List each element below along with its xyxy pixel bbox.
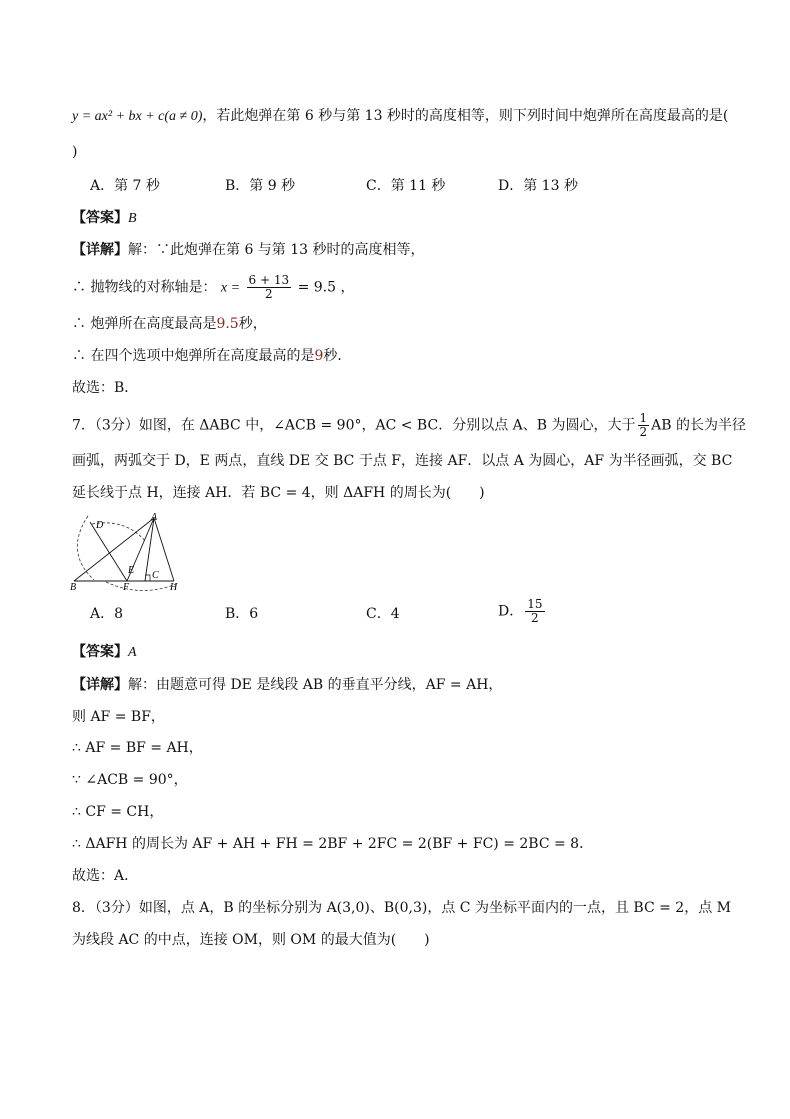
q7-arc-bottom — [106, 582, 176, 591]
q7-arc-left — [77, 516, 94, 580]
q6-option-a: A．第 7 秒 — [90, 178, 160, 194]
q7-label-d: D — [96, 520, 104, 531]
q7-stem-line2: 画弧，两弧交于 D，E 两点，直线 DE 交 BC 于点 F，连接 AF．以点 A 为圆心，AF 为半径画弧，交 BC — [72, 453, 733, 469]
q7-detail-label: 【详解】 — [72, 677, 128, 693]
q7-option-b: B．6 — [225, 606, 259, 622]
q6-answer — [72, 208, 137, 229]
q6-formula: y = ax² + bx + c(a ≠ 0) — [72, 109, 203, 124]
q6-fraction: $\frac{6 + 13}{2}$ — [248, 273, 290, 301]
q8-stem-line2: 为线段 AC 的中点，连接 OM，则 OM 的最大值为( ) — [72, 932, 430, 948]
q6-answer-value: B — [128, 211, 137, 226]
q6-answer-label: 【答案】 — [72, 210, 128, 226]
q7-answer-value: A — [128, 645, 137, 660]
q6-detail-label: 【详解】 — [72, 242, 128, 258]
q6-detail-line5: 故选：B． — [72, 380, 139, 396]
q7-option-a: A．8 — [90, 606, 124, 622]
q6-detail-line4: ∴ 在四个选项中炮弹所在高度最高的是9秒． — [72, 348, 352, 364]
q6-option-b: B．第 9 秒 — [225, 178, 296, 194]
q6-option-c: C．第 11 秒 — [366, 178, 446, 194]
q7-answer — [72, 642, 137, 663]
q7-stem-line1: 7．（3分）如图，在 ΔABC 中，∠ACB = 90°，AC < BC．分别以点 A、B 为圆心，大于 $\frac{1}{2}$ AB 的长为半径 — [72, 411, 746, 439]
q7-detail-line6: ∴ ΔAFH 的周长为 AF + AH + FH = 2BF + 2FC = 2(BF + FC) = 2BC = 8． — [72, 836, 594, 852]
q6-stem-text: ，若此炮弹在第 6 秒与第 13 秒时的高度相等，则下列时间中炮弹所在高度最高的是( — [202, 108, 729, 124]
q7-line-ab — [74, 518, 154, 581]
q7-label-e: E — [128, 565, 135, 576]
q7-label-c: C — [152, 570, 159, 581]
q7-detail-line7: 故选：A． — [72, 868, 139, 884]
q7-answer-label: 【答案】 — [72, 644, 128, 660]
q7-label-a: A — [151, 512, 158, 523]
q6-detail-line1: 【详解】解：∵此炮弹在第 6 与第 13 秒时的高度相等， — [72, 242, 425, 258]
q7-fraction: $\frac{1}{2}$ — [639, 411, 648, 439]
q7-detail-line5: ∴ CF = CH， — [72, 804, 164, 820]
q6-option-d: D．第 13 秒 — [498, 178, 578, 194]
q7-optd-fraction: $\frac{15}{2}$ — [527, 597, 543, 625]
q7-label-b: B — [70, 582, 77, 593]
q6-stem-close: ) — [72, 144, 78, 160]
q6-detail-line3: ∴ 炮弹所在高度最高是9.5秒， — [72, 316, 267, 332]
q8-stem-line1: 8．（3分）如图，点 A，B 的坐标分别为 A(3,0)、B(0,3)，点 C 为坐标平面内的一点，且 BC = 2，点 M — [72, 900, 731, 916]
q7-detail-line1: 【详解】解：由题意可得 DE 是线段 AB 的垂直平分线，AF = AH， — [72, 677, 503, 693]
q7-option-d: D． $\frac{15}{2}$ — [498, 597, 543, 625]
q7-figure — [66, 512, 186, 594]
q7-label-h: H — [170, 582, 178, 593]
q7-detail-line3: ∴ AF = BF = AH， — [72, 740, 203, 756]
q7-detail-line2: 则 AF = BF， — [72, 709, 165, 725]
q6-detail-line2: ∴ 抛物线的对称轴是： x = $\frac{6 + 13}{2}$ = 9.5 ， — [72, 273, 355, 301]
q6-stem-line1 — [72, 106, 728, 127]
q7-detail-line4: ∵ ∠ACB = 90°， — [72, 772, 188, 788]
q7-label-f: F — [123, 582, 130, 593]
q7-stem-line3: 延长线于点 H，连接 AH．若 BC = 4，则 ΔAFH 的周长为( ) — [72, 485, 485, 501]
q7-option-c: C．4 — [366, 606, 400, 622]
